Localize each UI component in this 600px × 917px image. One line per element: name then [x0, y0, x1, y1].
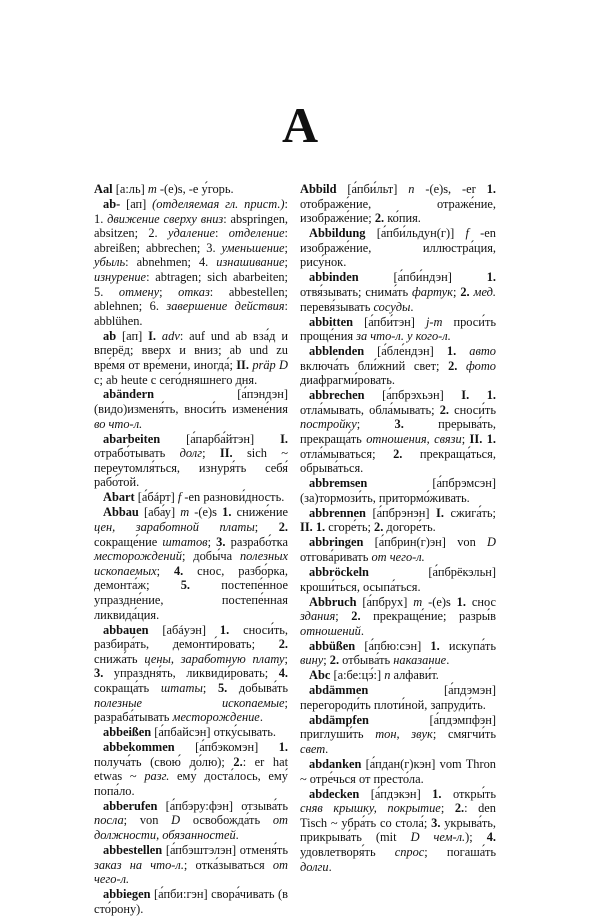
- dictionary-entry: Aal [а:ль] m -(e)s, -e у́горь.: [94, 182, 234, 196]
- dictionary-entry: abbremsen [а́пбрэмсэн] (за)тормози́ть, притормо́живать.: [300, 476, 496, 505]
- dictionary-entry: abbeißen [а́пбайсэн] отку́сывать.: [103, 725, 276, 740]
- dictionary-entry: Abbruch [а́пбрух] m -(e)s 1. снос здания; 2. прекраще́ние; разры́в отношений.: [300, 594, 496, 638]
- left-column: [94, 182, 288, 917]
- dictionary-entry: abblenden [а́бле́ндэн] 1. авто включа́ть бли́жний свет; 2. фото диафрагми́ровать.: [300, 344, 496, 388]
- dictionary-entry: abdecken [а́пдэкэн] 1. откры́ть сняв крышку, покрытие; 2.: den Tisch ~ убра́ть со стола́; 3. укрыва́ть, прикрыва́ть (mit D чем-л.); 4. удовлетворя́ть спрос; погаша́ть долги.: [300, 786, 497, 874]
- dictionary-entry: Abbildung [а́пби́льдун(г)] f -en изображе́ние, иллюстра́ция, рису́нок.: [300, 226, 497, 270]
- dictionary-entry: ab [ап] I. adv: auf und ab вза́д и вперёд; вверх и вниз; ab und zu вре́мя от вре́мени, иногда́; II. präp D с; ab heute с сего́дняшнего дня.: [94, 328, 288, 387]
- dictionary-entry: abdämpfen [а́пдэмпфэн] приглуши́ть тон, звук; смягчи́ть свет.: [300, 712, 496, 757]
- dictionary-entry: abdanken [а́пдан(г)кэн] vom Thron ~ отре́чься от престо́ла.: [300, 757, 496, 786]
- dictionary-entry: abarbeiten [а́парба́йтэн] I. отрабо́тывать долг; II. sich ~ переутомля́ться, изнуря́ть себя́ рабо́той.: [94, 431, 288, 490]
- dictionary-entry: abbringen [а́пбрин(г)эн] von D отгова́ривать от чего-л.: [300, 535, 496, 564]
- section-letter-heading: A: [281, 97, 319, 153]
- dictionary-entry: ab- [ап] (отделяемая гл. прист.): 1. движение сверху вниз: abspringen, absitzen; 2. удаление: отделение: abreißen; abbrechen; 3. уменьшение; убыль: abnehmen; 4. изнашивание; изнурение: abtragen; sich abarbeiten; 5. отмену; отказ: abbestellen; ablehnen; 6. завершение действия: abblühen.: [94, 196, 289, 328]
- dictionary-entry: abbiegen [а́пби:гэн] свора́чивать (в сто́рону).: [94, 887, 288, 916]
- dictionary-entry: abbauen [абáуэн] 1. сноси́ть, разбира́ть, демонти́ровать; 2. снижа́ть цены, заработную плату; 3. упраздня́ть, ликвиди́ровать; 4. сокраща́ть штаты; 5. добыва́ть полезные ископаемые; разраба́тывать месторождение.: [94, 622, 288, 725]
- dictionary-entry: Abc [а:бе:цэ́:] n алфави́т.: [309, 668, 439, 683]
- dictionary-entry: Abbild [а́пби́льт] n -(e)s, -er 1. отображе́ние, отраже́ние, изображе́ние; 2. ко́пия.: [300, 182, 496, 226]
- dictionary-entry: abberufen [а́пбэру:фэн] отзыва́ть посла; von D освобожда́ть от должности, обязанностей.: [94, 798, 288, 843]
- dictionary-entry: abbüßen [а́пбю:сэн] 1. искупа́ть вину; 2. отбыва́ть наказание.: [300, 638, 496, 668]
- dictionary-entry: abbröckeln [а́пбрёкэльн] кроши́ться, осыпа́ться.: [300, 564, 496, 594]
- dictionary-entry: abbestellen [а́пбэштэлэн] отменя́ть заказ на что-л.; отка́зываться от чего-л.: [94, 843, 288, 887]
- dictionary-entry: abbekommen [а́пбэкомэн] 1. получа́ть (свою́ до́лю); 2.: er hat etwas ~ разг. ему́ доста́лось, ему́ попа́ло.: [94, 740, 289, 798]
- dictionary-entry: abbrennen [а́пбрэнэн] I. сжига́ть; II. 1. сгоре́ть; 2. догоре́ть.: [300, 505, 496, 535]
- dictionary-entry: abbrechen [а́пбрэхьэн] I. 1. отла́мывать, обла́мывать; 2. сноси́ть постройку; 3. прерыва́ть, прекраща́ть отношения, связи; II. 1. отла́мываться; 2. прекраща́ться, обрыва́ться.: [300, 388, 497, 476]
- dictionary-entry: Abbau [аба́у] m -(e)s 1. сниже́ние цен, заработной платы; 2. сокраще́ние штатов; 3. разрабо́тка месторождений; добы́ча полезных ископаемых; 4. снос, разбо́рка, демонта́ж; 5. постепе́нное упраздне́ние, постепе́нная ликвида́ция.: [94, 505, 289, 622]
- dictionary-entry: abändern [а́пэндэн] (видо)изменя́ть, вноси́ть измене́ния во что-л.: [94, 387, 288, 431]
- dictionary-entry: abdämmen [а́пдэмэн] перегороди́ть плоти́ной, запруди́ть.: [300, 683, 496, 712]
- dictionary-entry: abbinden [а́пби́ндэн] 1. отвя́зывать; снима́ть фартук; 2. мед. перевя́зывать сосуды.: [300, 270, 496, 314]
- right-column: [300, 182, 496, 875]
- dictionary-entry: Abart [а́бáрт] f -en разнови́дность.: [103, 490, 285, 505]
- dictionary-entry: abbitten [а́пби́тэн] j-m проси́ть проще́ния за что-л. у кого-л.: [300, 314, 497, 344]
